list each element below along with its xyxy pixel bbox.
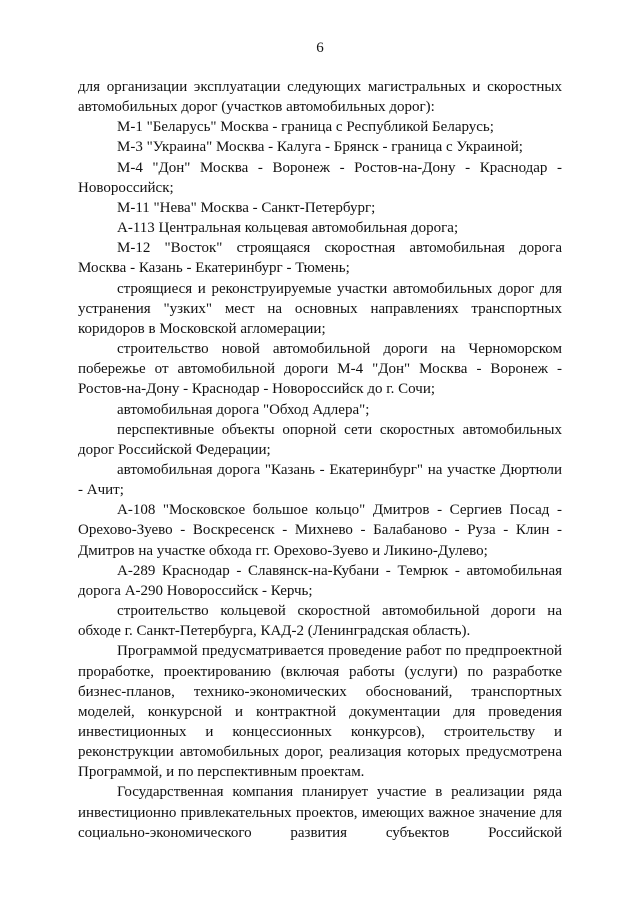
body-text — [78, 77, 562, 843]
paragraph: А-289 Краснодар - Славянск-на-Кубани - Темрюк - автомобильная дорога А-290 Новороссийск - Керчь; — [78, 562, 562, 599]
paragraph: М-3 "Украина" Москва - Калуга - Брянск - граница с Украиной; — [117, 139, 523, 156]
paragraph: Государственная компания планирует участие в реализации ряда инвестиционно привлекательных проектов, имеющих важное значение для социально-экономического развития субъектов Российской — [78, 784, 562, 841]
paragraph: М-1 "Беларусь" Москва - граница с Республикой Беларусь; — [117, 119, 494, 136]
paragraph: А-108 "Московское большое кольцо" Дмитров - Сергиев Посад - Орехово-Зуево - Воскресенск - Михнево - Балабаново - Руза - Клин - Дмитров на участке обхода гг. Орехово-Зуево и Ликино-Дулево; — [78, 502, 562, 559]
paragraph: Программой предусматривается проведение работ по предпроектной проработке, проектированию (включая работы (услуги) по разработке бизнес-планов, технико-экономических обоснований, транспортных моделей, конкурсной и контрактной документации для проведения инвестиционных и концессионных конкурсов), строительству и реконструкции автомобильных дорог, реализация которых предусмотрена Программой, и по перспективным проектам. — [78, 643, 562, 781]
paragraph: строящиеся и реконструируемые участки автомобильных дорог для устранения "узких" мест на основных направлениях транспортных коридоров в Московской агломерации; — [78, 280, 562, 337]
paragraph: строительство новой автомобильной дороги на Черноморском побережье от автомобильной дороги М-4 "Дон" Москва - Воронеж - Ростов-на-Дону - Краснодар - Новороссийск до г. Сочи; — [78, 341, 562, 398]
paragraph: для организации эксплуатации следующих магистральных и скоростных автомобильных дорог (участков автомобильных дорог): — [78, 79, 562, 116]
paragraph: А-113 Центральная кольцевая автомобильная дорога; — [117, 220, 459, 237]
paragraph: перспективные объекты опорной сети скоростных автомобильных дорог Российской Федерации; — [78, 421, 562, 458]
paragraph: автомобильная дорога "Казань - Екатеринбург" на участке Дюртюли - Ачит; — [78, 461, 562, 499]
paragraph: М-12 "Восток" строящаяся скоростная автомобильная дорога Москва - Казань - Екатеринбург - Тюмень; — [78, 240, 562, 277]
paragraph: М-4 "Дон" Москва - Воронеж - Ростов-на-Дону - Краснодар - Новороссийск; — [78, 159, 562, 196]
paragraph: автомобильная дорога "Обход Адлера"; — [117, 401, 370, 418]
paragraph: строительство кольцевой скоростной автомобильной дороги на обходе г. Санкт-Петербурга, КАД-2 (Ленинградская область). — [78, 603, 562, 640]
paragraph: М-11 "Нева" Москва - Санкт-Петербург; — [117, 199, 376, 216]
page-number: 6 — [316, 40, 324, 56]
